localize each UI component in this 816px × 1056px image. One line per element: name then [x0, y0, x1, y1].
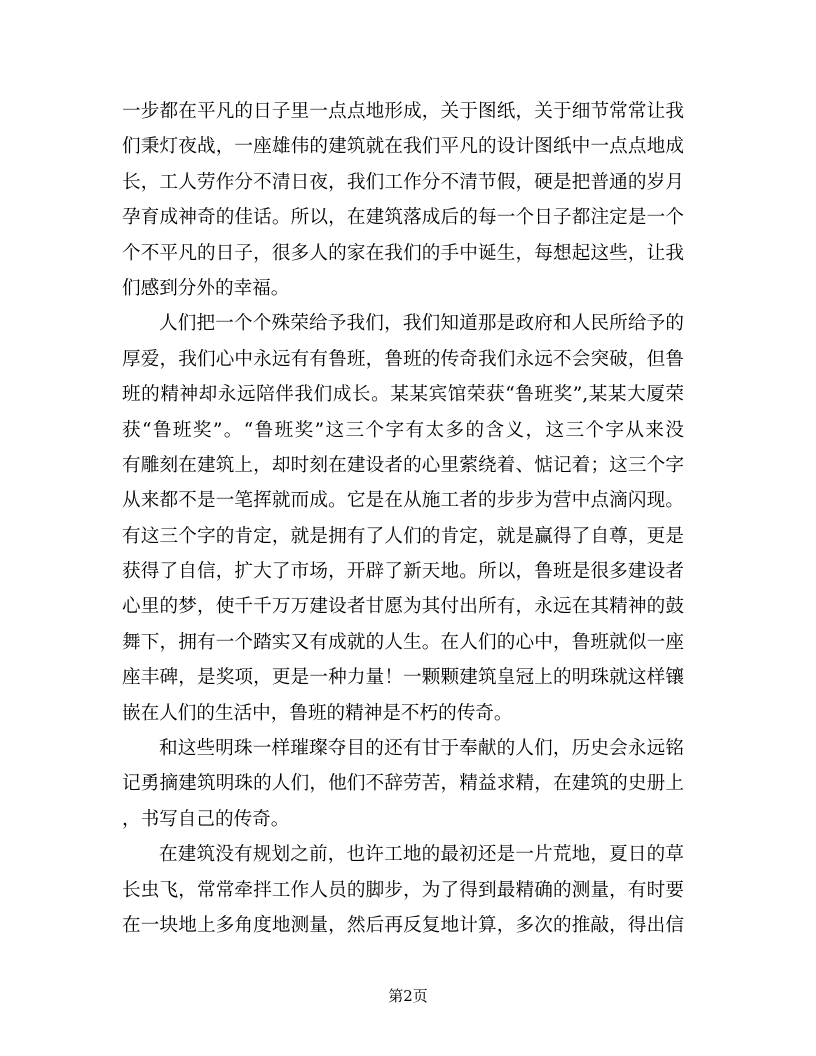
- text-line: 人们把一个个殊荣给予我们，我们知道那是政府和人民所给予的: [159, 313, 684, 335]
- text-line: 们感到分外的幸福。: [122, 277, 290, 299]
- text-line: ，书写自己的传奇。: [122, 808, 290, 830]
- text-line: 心里的梦，使千千万万建设者甘愿为其付出所有，永远在其精神的鼓: [122, 596, 684, 618]
- text-line: 有这三个字的肯定，就是拥有了人们的肯定，就是赢得了自尊，更是: [122, 525, 684, 547]
- text-line: 嵌在人们的生活中，鲁班的精神是不朽的传奇。: [122, 702, 513, 724]
- text-line: 在一块地上多角度地测量，然后再反复地计算，多次的推敲，得出信: [122, 914, 684, 936]
- text-line: 和这些明珠一样璀璨夺目的还有甘于奉献的人们，历史会永远铭: [159, 738, 684, 760]
- text-line: 从来都不是一笔挥就而成。它是在从施工者的步步为营中点滴闪现。: [122, 490, 684, 512]
- page-number: 第2页: [388, 987, 428, 1005]
- text-line: 们秉灯夜战，一座雄伟的建筑就在我们平凡的设计图纸中一点点地成: [122, 136, 684, 158]
- text-line: 班的精神却永远陪伴我们成长。某某宾馆荣获“鲁班奖”,某某大厦荣: [122, 384, 684, 406]
- text-line: 获得了自信，扩大了市场，开辟了新天地。所以，鲁班是很多建设者: [122, 561, 684, 583]
- text-line: 舞下，拥有一个踏实又有成就的人生。在人们的心中，鲁班就似一座: [122, 631, 684, 653]
- text-line: 记勇摘建筑明珠的人们，他们不辞劳苦，精益求精，在建筑的史册上: [122, 773, 684, 795]
- text-line: 厚爱，我们心中永远有有鲁班，鲁班的传奇我们永远不会突破，但鲁: [122, 348, 684, 370]
- text-line: 有雕刻在建筑上，却时刻在建设者的心里萦绕着、惦记着；这三个字: [122, 454, 684, 476]
- text-line: 在建筑没有规划之前，也许工地的最初还是一片荒地，夏日的草: [159, 844, 684, 866]
- text-line: 一步都在平凡的日子里一点点地形成，关于图纸，关于细节常常让我: [122, 101, 684, 122]
- text-line: 个不平凡的日子，很多人的家在我们的手中诞生，每想起这些，让我: [122, 242, 684, 264]
- text-line: 孕育成神奇的佳话。所以，在建筑落成后的每一个日子都注定是一个: [122, 207, 684, 229]
- document-body: [122, 94, 684, 943]
- text-line: 获“鲁班奖”。“鲁班奖”这三个字有太多的含义，这三个字从来没: [122, 419, 684, 441]
- text-line: 长，工人劳作分不清日夜，我们工作分不清节假，硬是把普通的岁月: [122, 171, 684, 193]
- text-line: 长虫飞，常常牵拌工作人员的脚步，为了得到最精确的测量，有时要: [122, 879, 684, 901]
- text-line: 座丰碑，是奖项，更是一种力量！一颗颗建筑皇冠上的明珠就这样镶: [122, 667, 684, 689]
